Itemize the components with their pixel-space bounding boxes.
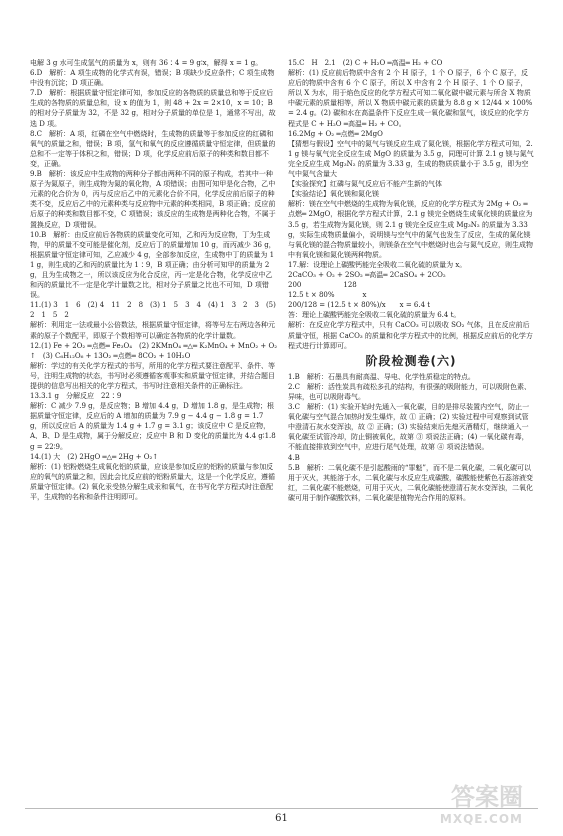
answer-paragraph: 4.B bbox=[288, 453, 300, 462]
answer-paragraph: 解析：(1) 反应前后物质中含有 2 个 H 原子，1 个 O 原子，6 个 C 原子，反应后的物质中含有 6 个 C 原子，所以 X 中含有 2 个 H 原子、1 个 O 原子，所以 X 为水，用于焰色反应的化学方程式可知二氧化碳中碳元素与所含 X 物质中碳元素的质量相等，所以 X 物质中碳元素的质量为 8.8 g × 12/44 × 100% = 2.4 g。(2) 碳和水在高温条件下反应生成一氧化碳和氢气，该反应的化学方程式是 C + H₂O ═高温═ H₂ + CO。 bbox=[288, 69, 533, 128]
left-column bbox=[30, 58, 277, 502]
answer-paragraph: 解析：在反应化学方程式中，只有 CaCO₃ 可以吸收 SO₂ 气体，且在反应前后质量守恒，根据 CaCO₃ 的质量和化学方程式中的比例，根据反应前后的化学方程式进行计算即可。 bbox=[288, 321, 533, 350]
answer-paragraph: 9.B 解析：该反应中生成物的两种分子都由两种不同的原子构成，若其中一种原子为氮原子，则生成物为氮的氧化物，A 项错误；由图可知甲是化合物，乙中元素的化合价为 0，丙与反应后乙中的元素化合价不同，化学反应前后原子的种类不变，反应后乙中的元素种类与反应物中元素的种类相同，B 项正确；反应前后原子的种类和数目都不变，C 项错误；该反应的生成物是两种化合物，不属于置换反应，D 项错误。 bbox=[30, 170, 276, 229]
answer-paragraph: 答：理论上碳酸钙能完全吸收二氧化硫的质量为 6.4 t。 bbox=[288, 311, 461, 320]
answer-paragraph: 解析：学过的有关化学方程式的书写，所用的化学方程式要注意配平、条件、等号，注明生成物的状态，书写时必须遵循客观事实和质量守恒定律，并结合题目提供的信息写出相关的化学方程式，书写时注意相关条件的正确标注。 bbox=[30, 361, 275, 390]
answer-paragraph: 6.D 解析：A 项生成物的化学式有误，错误；B 项缺少反应条件；C 项生成物中没有沉淀；D 项正确。 bbox=[30, 69, 275, 88]
answer-paragraph: 14.(1) 大 (2) 2HgO ═△═ 2Hg + O₂↑ bbox=[30, 452, 159, 461]
answer-paragraph: 10.B 解析：由反应前后各物质的质量变化可知，乙和丙为反应物，丁为生成物，甲的质量不变可能是催化剂，反应后丁的质量增加 10 g，而丙减少 36 g，根据质量守恒定律可知，乙应减少 4 g，全部参加反应，生成物中丁的质量为 11 g，则生成的乙和丙的质量比为 1∶9，B 项正确；由分析可知甲的质量为 2 g，且为生成物之一，所以该反应为化合反应，丙一定是化合物，化学反应中乙和丙的质量比不一定是化学计量数之比，相对分子质量之比也不可知，D 项错误。 bbox=[30, 230, 276, 300]
answer-paragraph: 解析：镁在空气中燃烧的生成物为氧化镁，反应的化学方程式为 2Mg + O₂ ═点燃═ 2MgO，根据化学方程式计算，2.1 g 镁完全燃烧生成氧化镁的质量应为 3.5 g，若生成物为氮化镁，则 2.1 g 镁完全反应生成 Mg₃N₂ 的质量为 3.33 g，实际生成物质量偏小，说明镁与空气中的氮气也发生了反应，生成的氮化镁与氧化镁的混合物质量较小，则镁条在空气中燃烧时也会与氮气反应，则生成物中有氧化镁和氮化镁两种物质。 bbox=[288, 200, 533, 259]
answer-paragraph: 3.C 解析：(1) 实验开始时先通入一氧化碳，目的是排尽装置内空气，防止一氧化碳与空气混合加热时发生爆炸，故 ① 正确；(2) 实验过程中可观察到试管中澄清石灰水变浑浊，故 ② 正确；(3) 实验结束后先熄灭酒精灯，继续通入一氧化碳至试管冷却，防止铜被氧化，故第 ③ 项说法正确；(4) 一氧化碳有毒，不能直接排放到空气中，应进行尾气处理，故第 ④ 项说法错误。 bbox=[288, 403, 530, 452]
answer-paragraph: 7.D 解析：根据质量守恒定律可知，参加反应的各物质的质量总和等于反应后生成的各物质的质量总和，设 x 的值为 1，则 48 + 2x = 2×10，x = 10；B 的相对分子质量为 32，不是 32 g，相对分子质量的单位是 1，通常不写出，故选 D 项。 bbox=[30, 89, 276, 128]
answer-paragraph: 电解 3 g 水可生成氢气的质量为 x，则有 36∶4 = 9 g∶x，解得 x = 1 g。 bbox=[30, 59, 263, 67]
watermark-text: 答案圈 bbox=[451, 783, 523, 811]
section-title: 阶段检测卷(六) bbox=[365, 353, 457, 368]
answer-paragraph: 1.B 解析：石墨具有耐高温、导电、化学性质稳定的特点。 bbox=[288, 372, 475, 381]
answer-paragraph: 2.C 解析：活性炭具有疏松多孔的结构，有很强的吸附能力，可以吸附色素、异味，也可以吸附毒气。 bbox=[288, 382, 532, 401]
answer-paragraph: 200 128 bbox=[288, 281, 357, 290]
answer-paragraph: 5.B 解析：二氧化碳不是引起酸雨的“罪魁”，而不是二氧化碳，二氧化碳可以用于灭火，其能溶于水，二氧化碳与水反应生成碳酸，碳酸能使紫色石蕊溶液变红，二氧化碳不能燃烧，可用于灭火，二氧化碳能使澄清石灰水变浑浊，二氧化碳可用于制作碳酸饮料，二氧化碳是植物光合作用的原料。 bbox=[288, 463, 533, 502]
answer-paragraph: 16.2Mg + O₂ ═点燃═ 2MgO bbox=[288, 129, 383, 138]
watermark-logo bbox=[439, 783, 523, 830]
answer-paragraph: 2CaCO₃ + O₂ + 2SO₂ ═高温═ 2CaSO₄ + 2CO₂ bbox=[288, 270, 446, 279]
answer-paragraph: 【实验结论】氧化镁和氮化镁 bbox=[288, 190, 379, 199]
answer-paragraph: 15.C H 2.1 (2) C + H₂O ═高温═ H₂ + CO bbox=[288, 59, 443, 67]
answer-paragraph: 11.(1) 3 1 6 (2) 4 11 2 8 (3) 1 5 3 4 (4) 1 3 2 3 (5) 2 1 5 2 bbox=[30, 301, 276, 320]
right-column bbox=[288, 58, 534, 503]
answer-paragraph: 解析：(1) 铝粉燃烧生成氧化铝的质量，应该是参加反应的铝粉的质量与参加反应的氧气的质量之和，因此会比反应前的铝粉质量大，这是一个化学反应，遵循质量守恒定律。(2) 氧化汞受热分解生成汞和氧气，在书写化学方程式时注意配平，生成物的名称和条件注明即可。 bbox=[30, 462, 275, 502]
answer-paragraph: 13.3.1 g 分解反应 22∶9 bbox=[30, 392, 122, 401]
answer-paragraph: 12.(1) Fe + 2O₂ ═点燃═ Fe₃O₄ (2) 2KMnO₄ ═△═ K₂MnO₄ + MnO₂ + O₂↑ (3) C₆H₁₂O₆ + 13O₂ ═点燃═ 8CO₂ + 10H₂O bbox=[30, 341, 278, 360]
answer-paragraph: 解析：C 减少 7.9 g，是反应物；B 增加 4.4 g，D 增加 1.8 g，是生成物；根据质量守恒定律，反应后的 A 增加的质量为 7.9 g − 4.4 g − 1.8 g = 1.7 g，所以反应后 A 的质量为 1.4 g + 1.7 g = 3.1 g；该反应中 C 是反应物，A、B、D 是生成物，属于分解反应；反应中 B 和 D 变化的质量比为 4.4 g∶1.8 g = 22∶9。 bbox=[30, 402, 276, 451]
answer-paragraph: 8.C 解析：A 项，红磷在空气中燃烧时，生成物的质量等于参加反应的红磷和氧气的质量之和，错误；B 项，氢气和氧气的反应遵循质量守恒定律，但质量的总和不一定等于体积之和，错误；D 项，化学反应前后原子的种类和数目都不变，正确。 bbox=[30, 129, 276, 168]
answer-paragraph: 【猜想与假设】空气中的氮气与镁反应生成了氮化镁，根据化学方程式可知，2.1 g 镁与氧气完全反应生成 MgO 的质量为 3.5 g，同理可计算 2.1 g 镁与氮气完全反应生成 Mg₃N₂ 的质量为 3.33 g，生成的物质质量小于 3.5 g，即为空气中氮气含量大 bbox=[288, 139, 534, 179]
watermark-url: MXQE.COM bbox=[439, 812, 523, 826]
page-number: 61 bbox=[275, 813, 288, 824]
answer-paragraph: 12.5 t × 80% x bbox=[288, 291, 367, 300]
answer-paragraph: 【实验探究】红磷与氮气反应后不能产生新的气体 bbox=[288, 180, 442, 189]
answer-paragraph: 解析：利用定一法或最小公倍数法，根据质量守恒定律，将等号左右两边各种元素的原子个数配平，即原子个数相等可以确定各物质的化学计量数。 bbox=[30, 321, 275, 340]
answer-paragraph: 17.解：设理论上碳酸钙能完全吸收二氧化硫的质量为 x。 bbox=[288, 260, 467, 269]
answer-paragraph: 200/128 = (12.5 t × 80%)/x x = 6.4 t bbox=[288, 301, 431, 310]
